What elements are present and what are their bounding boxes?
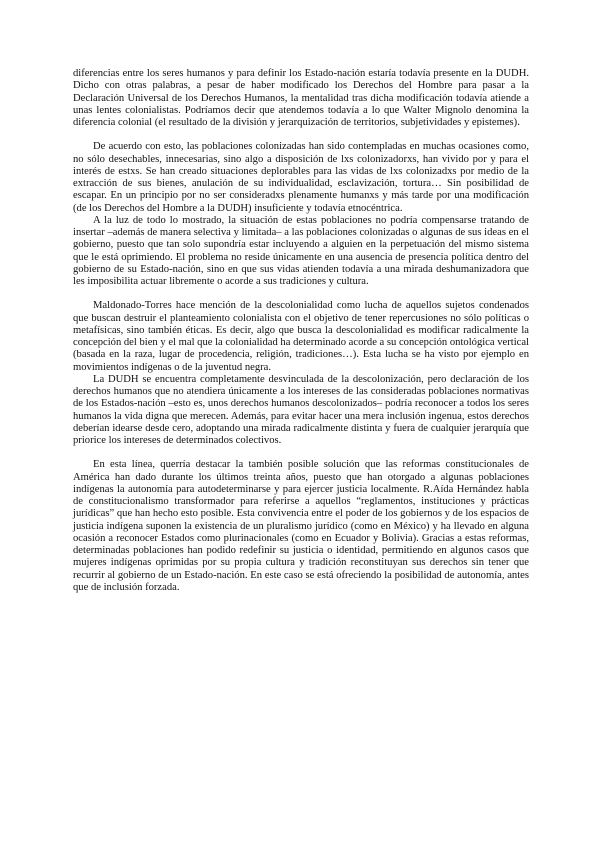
paragraph-dudh: La DUDH se encuentra completamente desvinculada de la descolonización, pero declaración de los derechos humanos que no atendiera únicamente a los intereses de las consideradas poblaciones normativas de los Estados-nación –esto es, unos derechos humanos descolonizados– podría reconocer a todos los seres humanos la vida digna que merecen. Además, para evitar hacer una mera inclusión ingenua, estos derechos deberían idearse desde cero, adoptando una mirada radicalmente distinta y fuera de cualquier jerarquía que priorice los intereses de determinados colectivos.: [73, 373, 529, 446]
paragraph-maldonado-torres: Maldonado-Torres hace mención de la descolonialidad como lucha de aquellos sujetos condenados que buscan destruir el planteamiento colonialista con el objetivo de tener repercusiones no sólo políticas o metafísicas, sino también éticas. Es decir, algo que busca la descolonialidad es modificar radicalmente la concepción del bien y el mal que la colonialidad ha determinado acorde a su concepción ontológica vertical (basada en la raza, lugar de procedencia, religión, tradiciones…). Esta lucha se ha visto por ejemplo en movimientos indígenas o de la juventud negra.: [73, 300, 529, 373]
paragraph-constitutional-reforms: En esta línea, querría destacar la también posible solución que las reformas constitucionales de América han dado durante los últimos treinta años, puesto que han otorgado a algunas poblaciones indígenas la autonomía para autodeterminarse y para ejercer justicia localmente. R.Aída Hernández habla de constitucionalismo transformador para referirse a aquellos “reglamentos, instituciones y prácticas jurídicas” que han hecho esto posible. Esta convivencia entre el poder de los gobiernos y de los espacios de justicia indígena suponen la existencia de un pluralismo jurídico (como en México) y ha llevado en alguna ocasión a reconocer Estados como plurinacionales (como en Ecuador y Bolivia). Gracias a estas reformas, determinadas poblaciones han podido redefinir su justicia o identidad, permitiendo en algunos casos que mujeres indígenas oprimidas por su propia cultura y tradición reconstituyan sus derechos sin tener que recurrir al gobierno de un Estado-nación. En este caso se está ofreciendo la posibilidad de autonomía, antes que de inclusión forzada.: [73, 459, 529, 593]
paragraph-compensation: A la luz de todo lo mostrado, la situación de estas poblaciones no podría compensarse tratando de insertar –además de manera selectiva y limitada– a las poblaciones colonizadas o algunas de sus ideas en el gobierno, puesto que tan solo supondría estar incluyendo a alguien en la perpetuación del mismo sistema que le está oprimiendo. El problema no reside únicamente en una ausencia de presencia política dentro del gobierno de su Estado-nación, sino en que sus vidas atienden todavía a una mirada deshumanizadora que les imposibilita actuar libremente o acorde a sus tradiciones y cultura.: [73, 214, 529, 287]
paragraph-continuation: diferencias entre los seres humanos y para definir los Estado-nación estaría todavía presente en la DUDH. Dicho con otras palabras, a pesar de haber modificado los Derechos del Hombre para pasar a la Declaración Universal de los Derechos Humanos, la mentalidad tras dicha modificación todavía atiende a unas lentes colonialistas. Podríamos decir que atendemos todavía a lo que Walter Mignolo denomina la diferencia colonial (el resultado de la división y jerarquización de territorios, subjetividades y epistemes).: [73, 68, 529, 128]
document-page: [73, 68, 529, 594]
paragraph-colonized-populations: De acuerdo con esto, las poblaciones colonizadas han sido contempladas en muchas ocasiones como, no sólo desechables, innecesarias, sino algo a disposición de lxs colonizadorxs, han vivido por y para el interés de estxs. Se han creado situaciones deplorables para las vidas de lxs colonizadxs por medio de la extracción de sus bienes, anulación de su individualidad, esclavización, tortura… Sin posibilidad de escapar. En un principio por no ser consideradxs plenamente humanxs y más tarde por una modificación (de los Derechos del Hombre a la DUDH) insuficiente y todavía etnocéntrica.: [73, 141, 529, 214]
